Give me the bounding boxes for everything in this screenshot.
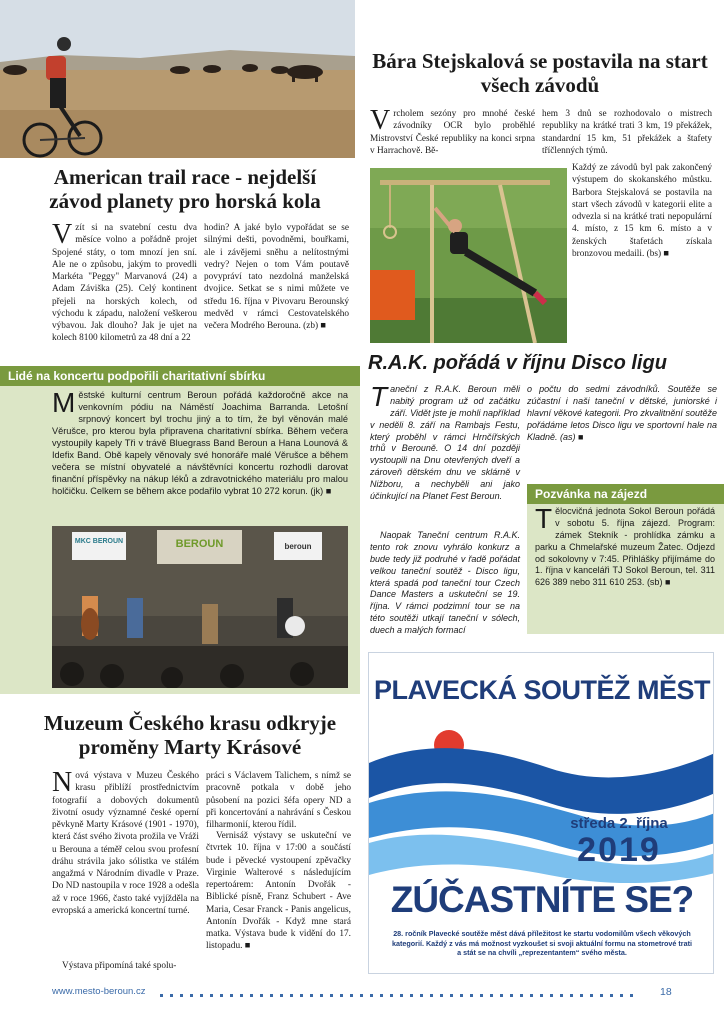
rak-text-col1: Taneční z R.A.K. Beroun měli nabitý program už od začátku září. Vidět jste je mohli například v neděli 8. září na Rambajs Festu, který proběhl v rámci Hrnčířských trhů v Berouně. O 14 dní později vystoupili na Dnu otevřených dveří a zároveň dětském dnu ve sklárně v Nižboru, a nechyběli ani jako účinkující na Planet Fest Beroun. <box>370 381 521 501</box>
muzeum-text-col2: práci s Václavem Talichem, s nímž se pracovně potkala v době jeho působení na pozici šéfa opery ND a při koncertování a nahrávání s Českou filharmonií, kterou řídil. <box>206 771 351 831</box>
rak-text-col2: o počtu do sedmi závodníků. Soutěže se zúčastní i naši taneční v dětské, juniorské i hlavní věkové kategorii. Pro zkvalitnění soutěže pořádáme letos Disco ligu ve sportovní hale na Kladně. (as) ■ <box>527 384 717 442</box>
trail-race-photo <box>0 0 355 158</box>
bara-text-col1: Vrcholem sezóny pro mnohé české závodníky OCR bylo proběhlé Mistrovství České republiky na konci srpna v Harrachově. Bě- <box>370 105 535 156</box>
footer-page-number: 18 <box>660 986 672 998</box>
concert-band-title: Lidé na koncertu podpořili charitativní sbírku <box>0 366 360 386</box>
trail-race-text-col2: hodin? A jaké bylo vypořádat se se silnými dešti, povodněmi, bouřkami, ale i závějemi sněhu a nelítostnými vedry? Nejen o tom Vám poutavě povypráví tato nezdolná manželská dvojice. Setkat se s nimi můžete ve středu 16. října v Pivovaru Berounský medvěd v rámci Cestovatelského večera Modrého Berouna. (zb) ■ <box>204 223 349 332</box>
rak-headline: R.A.K. pořádá v říjnu Disco ligu <box>368 352 667 374</box>
pozvanka-text: Tělocvičná jednota Sokol Beroun pořádá v sobotu 5. října zájezd. Program: zámek Stekník - prohlídka zámku a parku a Chmelařské muzeum Žatec. Odjezd od sokolovny v 7:45. Přihlášky přijímáme do 1. října v kanceláři TJ Sokol Beroun, tel. 311 626 389 nebo 311 610 253. (sb) ■ <box>535 503 715 588</box>
bara-text-col2-top: hem 3 dnů se rozhodovalo o mistrech republiky na krátké trati 3 km, 19 překážek, standardní 15 km, 51 překážek a štafety tříčlenných týmů. <box>542 109 712 156</box>
poster-date: středa 2. října <box>570 815 668 832</box>
concert-text: Městské kulturní centrum Beroun pořádá každoročně akce na venkovním pódiu na Náměstí Joachima Barranda. Letošní srpnový koncert byl trochu jiný a to tím, že byl věnován malé Věrušce, pro kterou byla připravena charitativní sbírka. Během večera vystoupily kapely Tři v trávě Bluegrass Band Beroun a Hana Lounová & Idefix Band. Obě kapely věnovaly své honoráře malé Věrušce a během večera se místní obyvatelé a návštěvníci koncertu rozhodli darovat finanční příspěvky na nákup léků a zdravotnického materiálu pro malou holčičku. Celkem se během akce podařilo vybrat 10 272 korun. (jk) ■ <box>52 387 348 496</box>
rak-text-col1-b: Naopak Taneční centrum R.A.K. tento rok znovu vyhrálo konkurz a bude tedy již podruhé v řadě pořádat velkou taneční soutěž - Disco ligu, která spadá pod taneční tour Czech Dance Masters a uskuteční se 19. října. V rámci podzimní tour se na této soutěži utkají taneční v sólech, duech a malých formací <box>370 530 520 635</box>
muzeum-headline: Muzeum Českého krasu odkryje proměny Marty Krásové <box>43 711 337 759</box>
concert-photo <box>52 526 348 688</box>
stage-banner-beroun: BEROUN <box>175 538 224 550</box>
bara-text-col2-side: Každý ze závodů byl pak zakončený výstupem do skokanského můstku. Barbora Stejskalová se postavila na start všech závodů v kategorii elite a odvezla si na krátké trati nepopulární 4. místo, z 15 km 6. místo a v ženských štafetách získala bronzovou medaili. (bs) ■ <box>572 163 712 259</box>
poster-title: PLAVECKÁ SOUTĚŽ MĚST <box>373 675 711 705</box>
poster-year: 2019 <box>577 831 661 869</box>
footer-dot-rule <box>160 986 650 998</box>
cyclist-cattle-illustration <box>0 0 355 158</box>
bara-headline: Bára Stejskalová se postavila na start všech závodů <box>372 49 708 97</box>
muzeum-text-col2-b: Vernisáž výstavy se uskuteční ve čtvrtek 10. října v 17:00 a součástí bude i pěvecké vystoupení zpěvačky Virginie Walterové s následujícím repertoárem: Antonín Dvořák - Biblické písně, Franz Schubert - Ave Maria, Cesar Franck - Panis angelicus, Antonín Dvořák - Když mne stará matka. Výstava bude k vidění do 17. listopadu. ■ <box>206 831 351 952</box>
wave-graphic <box>369 653 714 974</box>
athlete-rings-illustration <box>370 168 567 343</box>
bara-climbing-photo <box>370 168 567 343</box>
poster-small-text: 28. ročník Plavecké soutěže měst dává příležitost ke startu vodomilům všech věkových kategorií. Každý z vás má možnost vyzkoušet si svoji aktuální formu na stometrové trati a stát se na chvíli „reprezentantem“ svého města. <box>392 929 692 958</box>
trail-race-headline: American trail race - nejdelší závod planety pro horská kola <box>49 165 321 213</box>
trail-race-text-col1: Vzít si na svatební cestu dva měsíce volno a pořádně projet Spojené státy, o tom mnozí jen sní. Ale ne o způsobu, jakým to provedli Markéta "Peggy" Marvanová (24) a Adam Záviška (25). Celý kontinent přejeli na horských kolech, od východu k západu, naložení veškerou výbavou. Jak dlouho? Jak je ujet na kolech 8100 kilometrů za 48 dní a 22 <box>52 219 197 344</box>
pozvanka-band-title: Pozvánka na zájezd <box>527 484 724 504</box>
stage-banner-mkc: MKC BEROUN <box>74 538 124 545</box>
footer-url[interactable]: www.mesto-beroun.cz <box>52 986 146 997</box>
muzeum-text-col1: Nová výstava v Muzeu Českého krasu přiblíží prostřednictvím fotografií a dobových dokumentů životní osudy významné české operní pěvkyně Marty Krásové (1901 - 1970), která část svého života prožila ve Vráži u Berouna a téměř celou svou profesní dráhu strávila jako sólistka ve stálém angažmá v Národním divadle v Praze. Do ND nastoupila v roce 1928 a odešla až v roce 1966, často také vyjížděla na evropská a americká koncertní turné. <box>52 767 199 916</box>
swim-poster <box>368 652 714 974</box>
stage-banner-beroun-logo: beroun <box>284 542 312 551</box>
concert-box <box>0 366 360 694</box>
poster-call: ZÚČASTNÍTE SE? <box>390 879 694 920</box>
pozvanka-box <box>527 484 724 634</box>
muzeum-text-col1-b: Výstava připomíná také spolu- <box>62 961 177 971</box>
